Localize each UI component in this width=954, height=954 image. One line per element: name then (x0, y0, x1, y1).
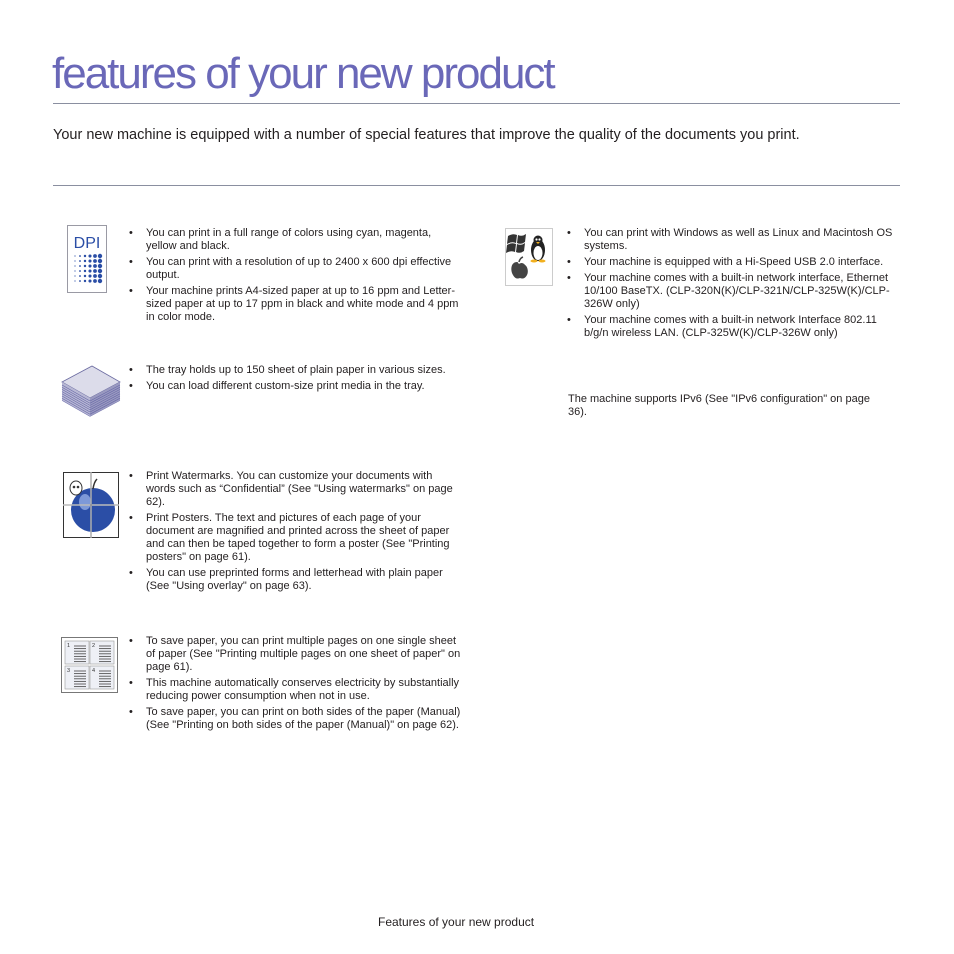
svg-text:DPI: DPI (73, 235, 101, 252)
svg-text:1: 1 (67, 643, 71, 649)
svg-text:2: 2 (92, 643, 96, 649)
ipv6-text: The machine supports IPv6 (See "IPv6 configuration" on page 36). (568, 393, 870, 418)
intro-text: Your new machine is equipped with a number of special features that improve the quality of the documents you print. (53, 127, 800, 143)
page-footer: Features of your new product (378, 915, 535, 929)
list-item: • Your machine comes with a built-in network interface, Ethernet 10/100 BaseTX. (CLP-320N(K)/CLP-321N/CLP-325W(K)/CLP-326W only) (567, 272, 903, 311)
list-item: • To save paper, you can print on both sides of the paper (Manual) (See "Printing on both sides of the paper (Manual)" on page 62). (129, 706, 465, 732)
list-item: • Your machine comes with a built-in network Interface 802.11 b/g/n wireless LAN. (CLP-325W(K)/CLP-326W only) (567, 314, 903, 340)
list-item: • To save paper, you can print multiple pages on one single sheet of paper (See "Printing multiple pages on one sheet of paper" on page 61). (129, 635, 465, 674)
list-item: • Print Posters. The text and pictures of each page of your document are magnified and printed across the sheet of paper and can then be taped together to form a poster (See "Printing posters" on page 61). (129, 512, 461, 564)
list-item: • The tray holds up to 150 sheet of plain paper in various sizes. (129, 364, 461, 377)
environment-feature-list (567, 227, 903, 343)
document-feature-list (129, 470, 461, 596)
list-item: • Your machine prints A4-sized paper at up to 16 ppm and Letter-sized paper at up to 17 ppm in black and white mode and 4 ppm in color mode. (129, 285, 461, 324)
saving-feature-list (129, 635, 465, 735)
list-item: • Print Watermarks. You can customize your documents with words such as “Confidential” (See "Using watermarks" on page 62). (129, 470, 461, 509)
os-logos-icon (505, 228, 553, 291)
list-item: • This machine automatically conserves electricity by substantially reducing power consumption when not in use. (129, 677, 465, 703)
dpi-icon (67, 225, 107, 298)
list-item: • You can load different custom-size print media in the tray. (129, 380, 461, 393)
list-item: • You can print in a full range of colors using cyan, magenta, yellow and black. (129, 227, 461, 253)
svg-text:4: 4 (92, 668, 96, 674)
paper-feature-list (129, 364, 461, 396)
list-item: • You can use preprinted forms and letterhead with plain paper (See "Using overlay" on page 63). (129, 567, 461, 593)
poster-apple-icon (63, 472, 119, 543)
multi-page-icon (61, 637, 118, 698)
svg-text:3: 3 (67, 668, 71, 674)
section-divider (53, 185, 900, 186)
quality-feature-list (129, 227, 461, 327)
list-item: • Your machine is equipped with a Hi-Speed USB 2.0 interface. (567, 256, 903, 269)
list-item: • You can print with Windows as well as Linux and Macintosh OS systems. (567, 227, 903, 253)
paper-stack-icon (60, 362, 122, 423)
page-title: features of your new product (52, 49, 554, 98)
list-item: • You can print with a resolution of up to 2400 x 600 dpi effective output. (129, 256, 461, 282)
title-divider (53, 103, 900, 104)
